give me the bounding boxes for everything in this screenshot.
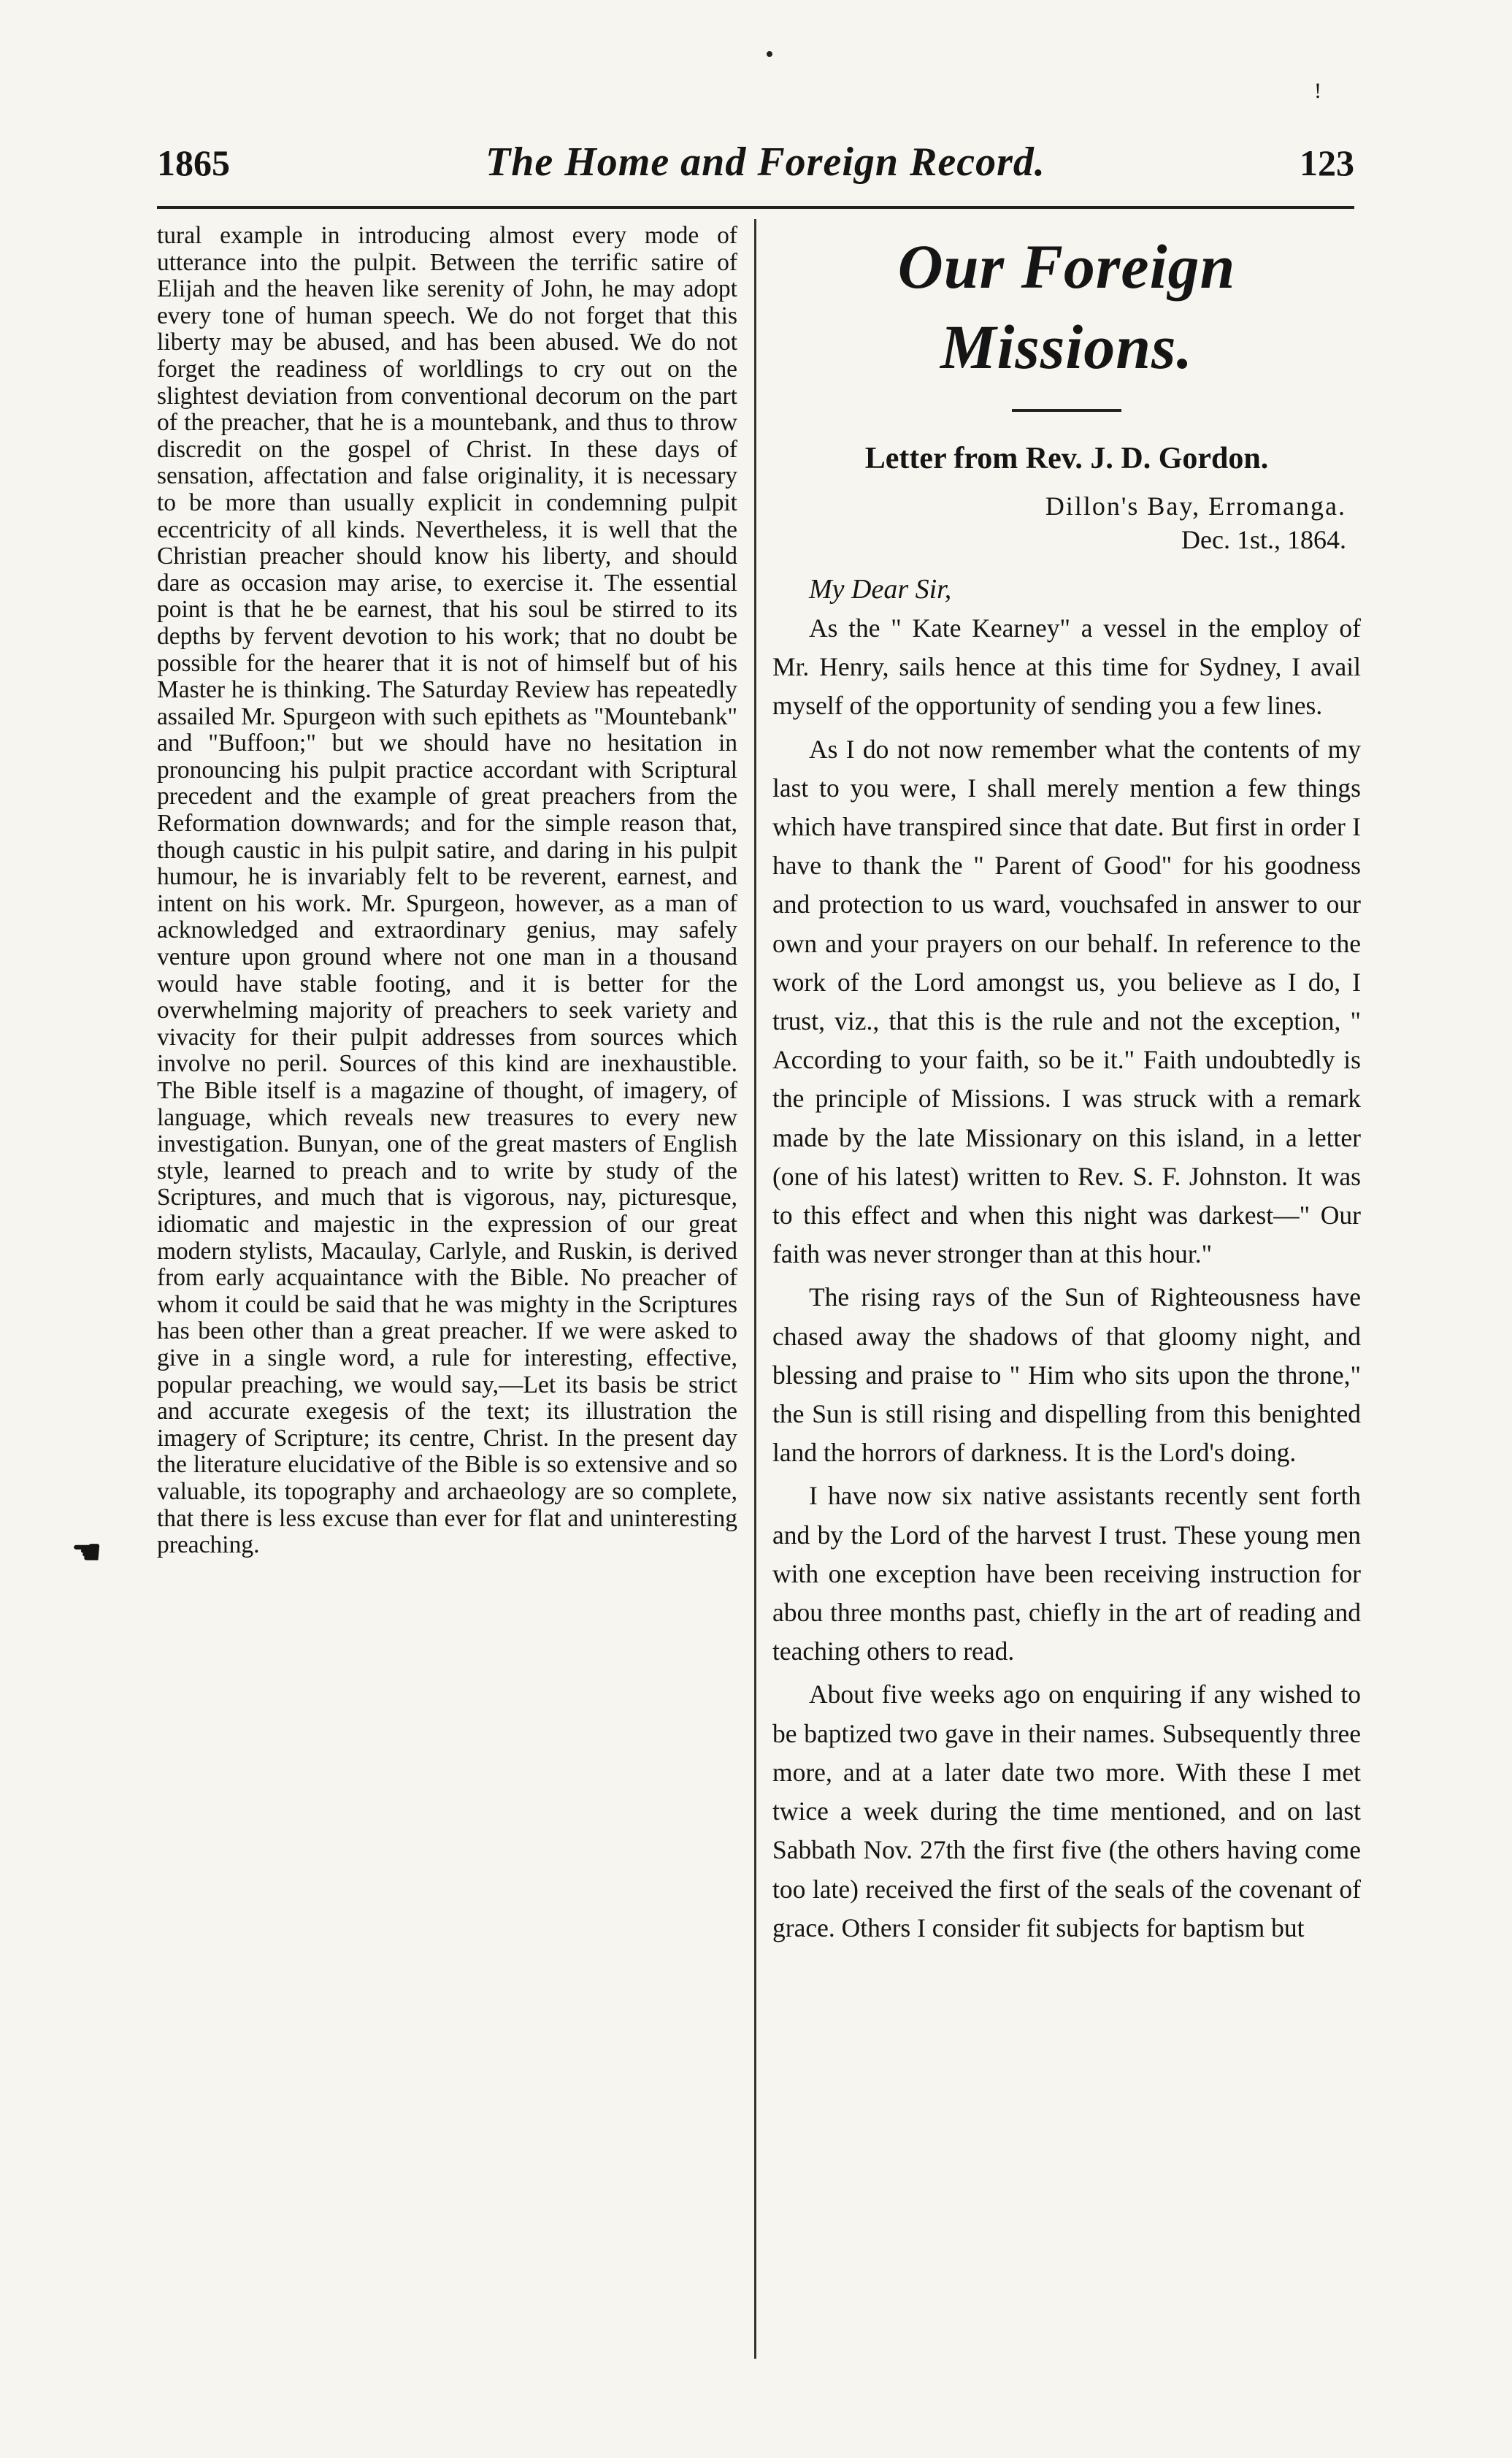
letter-paragraph: As the " Kate Kearney" a vessel in the employ of Mr. Henry, sails hence at this time for Sydney, I avail myself of the opportunity of sending you a few lines. (772, 613, 1361, 721)
page-number: 123 (1300, 142, 1354, 183)
column-divider (754, 219, 756, 2359)
letter-paragraph: As I do not now remember what the contents of my last to you were, I shall merely mention a few things which have transpired since that date. But first in order I have to thank the " Parent of Good" for his goodness and protection to us ward, vouchsafed in answer to our own and your prayers on our behalf. In reference to the work of the Lord amongst us, you believe as I do, I trust, viz., that this is the rule and not the exception, " According to your faith, so be it." Faith undoubtedly is the principle of Missions. I was struck with a remark made by the late Missionary on this island, in a letter (one of his latest) written to Rev. S. F. Johnston. It was to this effect and when this night was darkest—" Our faith was never stronger than at this hour." (772, 734, 1361, 1269)
header-rule (157, 206, 1354, 209)
letter-heading: Letter from Rev. J. D. Gordon. (864, 442, 1269, 475)
right-column (772, 219, 1361, 1952)
section-title: Our Foreign Missions. (897, 231, 1236, 382)
letter-place: Dillon's Bay, Erromanga. (1045, 491, 1346, 521)
salutation: My Dear Sir, (809, 574, 952, 605)
letter-paragraph: The rising rays of the Sun of Righteousness have chased away the shadows of that gloomy night, and blessing and praise to " Him who sits upon the throne," the Sun is still rising and dispelling from this benighted land the horrors of darkness. It is the Lord's doing. (772, 1282, 1361, 1468)
pointing-hand-icon: ☚ (72, 1534, 102, 1571)
title-rule (1012, 409, 1121, 412)
letter-paragraph: About five weeks ago on enquiring if any wished to be baptized two gave in their names. Subsequently three more, and at a later date two more. With these I met twice a week during the time mentioned, and on last Sabbath Nov. 27th the first five (the others having come too late) received the first of the seals of the covenant of grace. Others I consider fit subjects for baptism but (772, 1680, 1361, 1942)
header-title: The Home and Foreign Record. (486, 139, 1045, 185)
ink-mark: ! (1314, 79, 1321, 103)
ink-speck (767, 51, 772, 57)
left-column-text: tural example in introducing almost every mode of utterance into the pulpit. Between the terrific satire of Elijah and the heaven like serenity of John, he may adopt every tone of human speech. We do not forget that this liberty may be abused, and has been abused. We do not forget the readiness of worldlings to cry out on the slightest deviation from conventional decorum on the part of the preacher, that he is a mountebank, and thus to throw discredit on the gospel of Christ. In these days of sensation, affectation and false originality, it is necessary to be more than usually explicit in condemning pulpit eccentricity of all kinds. Nevertheless, it is well that the Christian preacher should know his liberty, and should dare as occasion may arise, to exercise it. The essential point is that he be earnest, that his soul be stirred to its depths by fervent devotion to his work; that no doubt be possible for the hearer that it is not of himself but of his Master he is thinking. The Saturday Review has repeatedly assailed Mr. Spurgeon with such epithets as "Mountebank" and "Buffoon;" but we should have no hesitation in pronouncing his pulpit practice accordant with Scriptural precedent and the example of great preachers from the Reformation downwards; and for the simple reason that, though caustic in his pulpit satire, and daring in his pulpit humour, he is invariably felt to be reverent, earnest, and intent on his work. Mr. Spurgeon, however, as a man of acknowledged and extraordinary genius, may safely venture upon ground where not one man in a thousand would have stable footing, and it is better for the overwhelming majority of preachers to seek variety and vivacity for their pulpit addresses from sources which involve no peril. Sources of this kind are inexhaustible. The Bible itself is a magazine of thought, of imagery, of language, which reveals new treasures to every new investigation. Bunyan, one of the great masters of English style, learned to preach and to write by study of the Scriptures, and much that is vigorous, nay, picturesque, idiomatic and majestic in the expression of our great modern stylists, Macaulay, Carlyle, and Ruskin, is derived from early acquaintance with the Bible. No preacher of whom it could be said that he was mighty in the Scriptures has been other than a great preacher. If we were asked to give in a single word, a rule for interesting, effective, popular preaching, we would say,—Let its basis be strict and accurate exegesis of the text; its illustration the imagery of Scripture; its centre, Christ. In the present day the literature elucidative of the Bible is so extensive and so valuable, its topography and archaeology are so complete, that there is less excuse than ever for flat and uninteresting preaching. (157, 222, 737, 1559)
running-header (157, 139, 1354, 197)
letter-date: Dec. 1st., 1864. (1181, 525, 1346, 554)
left-column (157, 223, 737, 1559)
header-year: 1865 (157, 142, 230, 183)
letter-paragraph: I have now six native assistants recently sent forth and by the Lord of the harvest I trust. These young men with one exception have been receiving instruction for abou three months past, chiefly in the art of reading and teaching others to read. (772, 1481, 1361, 1666)
